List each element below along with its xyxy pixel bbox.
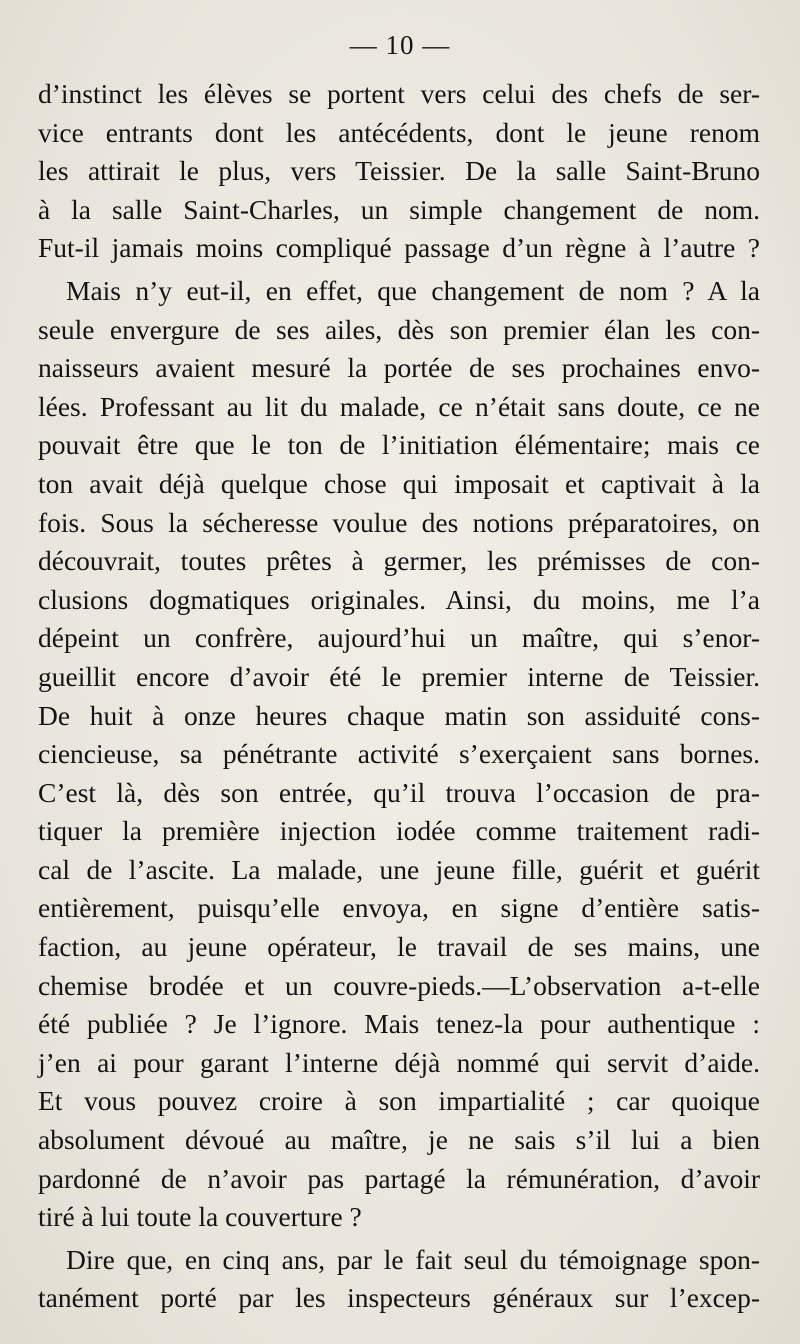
text-line: ciencieuse, sa pénétrante activité s’exerçaient sans bornes. [38,738,760,770]
text-line: Et vous pouvez croire à son impartialité ; car quoique [38,1085,760,1117]
text-line: à la salle Saint-Charles, un simple changement de nom. [38,193,760,225]
text-line: cal de l’ascite. La malade, une jeune fille, guérit et guérit [38,853,760,885]
text-line: tanément porté par les inspecteurs généraux sur l’excep- [38,1282,760,1314]
text-line: clusions dogmatiques originales. Ainsi, du moins, me l’a [38,583,760,615]
text-line: d’instinct les élèves se portent vers celui des chefs de ser- [38,78,760,109]
paragraph-1 [38,75,760,268]
text-line: C’est là, dès son entrée, qu’il trouva l’occasion de pra- [38,776,760,808]
text-line: été publiée ? Je l’ignore. Mais tenez-la pour authentique : [38,1008,760,1040]
text-line: Mais n’y eut-il, en effet, que changement de nom ? A la [66,274,760,306]
text-line: lées. Professant au lit du malade, ce n’était sans doute, ce ne [38,390,760,422]
text-line: tiquer la première injection iodée comme traitement radi- [38,815,760,847]
text-line: ton avait déjà quelque chose qui imposait et captivait à la [38,467,760,499]
paragraph-2 [38,272,760,1237]
text-line: les attirait le plus, vers Teissier. De la salle Saint-Bruno [38,155,760,187]
text-line: pardonné de n’avoir pas partagé la rémunération, d’avoir [38,1162,760,1194]
body-text [38,75,760,1318]
text-line: tiré à lui toute la couverture ? [38,1201,362,1233]
text-line: faction, au jeune opérateur, le travail de ses mains, une [38,931,760,963]
text-line: De huit à onze heures chaque matin son assiduité cons- [38,699,760,731]
text-line: pouvait être que le ton de l’initiation élémentaire; mais ce [38,429,760,461]
text-line: entièrement, puisqu’elle envoya, en signe d’entière satis- [38,892,760,924]
text-line: absolument dévoué au maître, je ne sais s’il lui a bien [38,1124,760,1156]
text-line: naisseurs avaient mesuré la portée de ses prochaines envo- [38,352,760,384]
text-line: j’en ai pour garant l’interne déjà nommé qui servit d’aide. [38,1046,760,1078]
text-line: dépeint un confrère, aujourd’hui un maître, qui s’enor- [38,622,760,654]
text-line: fois. Sous la sécheresse voulue des notions préparatoires, on [38,506,760,538]
text-line: vice entrants dont les antécédents, dont le jeune renom [38,116,760,148]
text-line: gueillit encore d’avoir été le premier interne de Teissier. [38,660,760,692]
paragraph-3 [38,1241,760,1318]
text-line: découvrait, toutes prêtes à germer, les prémisses de con- [38,545,760,577]
text-line: seule envergure de ses ailes, dès son premier élan les con- [38,313,760,345]
page-number: — 10 — [349,30,451,60]
text-line: Fut-il jamais moins compliqué passage d’un règne à l’autre ? [38,232,760,264]
text-line: Dire que, en cinq ans, par le fait seul du témoignage spon- [66,1243,760,1275]
text-line: chemise brodée et un couvre-pieds.—L’observation a-t-elle [38,969,760,1001]
